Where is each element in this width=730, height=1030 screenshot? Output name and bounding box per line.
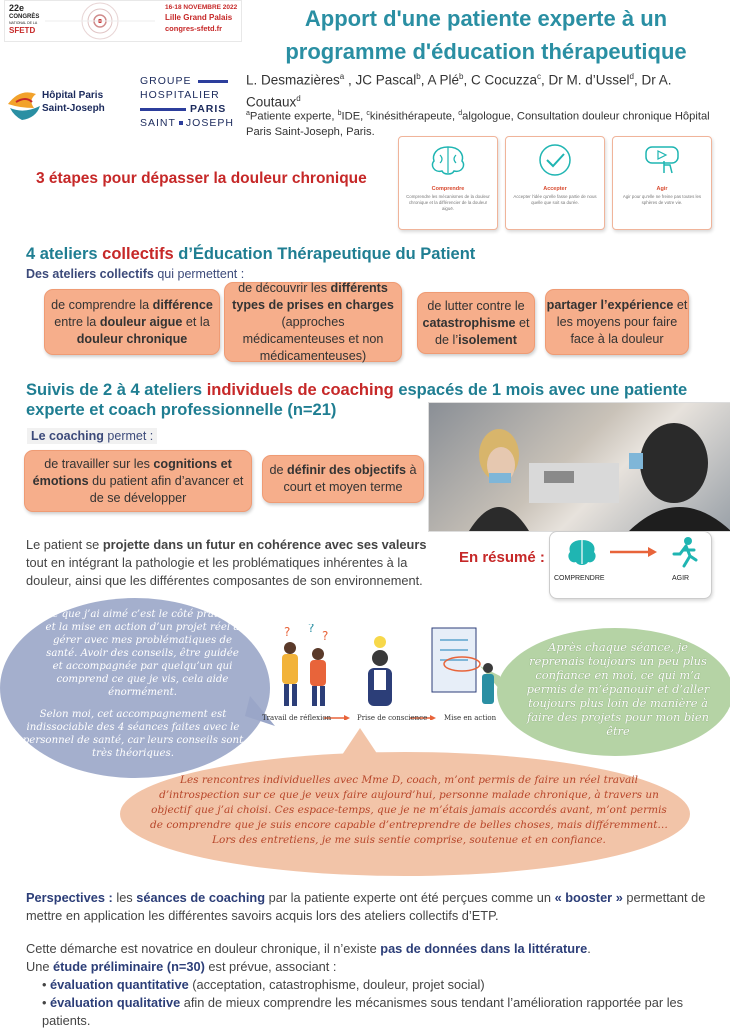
workshop-pill-3 [417, 292, 535, 354]
step-card-comprendre [398, 136, 498, 230]
author-1: L. Desmazières [246, 72, 340, 88]
perspectives-a: Perspectives : [26, 890, 113, 905]
workshops-intro [26, 267, 244, 281]
congress-name-3: SFETD [9, 26, 36, 35]
hand-pointer-icon [640, 143, 684, 177]
novelty-text [26, 940, 716, 958]
study-c: est prévue, associant : [204, 959, 337, 974]
brain-icon [564, 538, 600, 568]
process-step-2: Prise de conscience [357, 714, 428, 722]
summary-left: COMPRENDRE [554, 575, 605, 582]
bullet: • [42, 977, 51, 992]
perspectives-d: par la patiente experte ont été perçues comme un [265, 890, 555, 905]
congress-name-2: NATIONAL DE LA [9, 21, 38, 25]
pill-text: entre la [54, 314, 100, 329]
groupe-row-3 [140, 102, 240, 116]
congress-banner [4, 0, 242, 42]
hospital-logo [6, 86, 121, 126]
author-6-sup: d [296, 93, 301, 103]
pill-text: de travailler sur les [44, 456, 154, 471]
steps-heading: 3 étapes pour dépasser la douleur chronique [36, 170, 367, 187]
pill-text: de lutter contre le [427, 298, 525, 313]
groupe-line-5: JOSEPH [185, 117, 234, 129]
title-line-1: Apport d'une patiente experte à un [304, 6, 668, 31]
pill-text: (approches médicamenteuses et non médicamenteuses) [242, 314, 384, 363]
arrow-right-icon [610, 546, 658, 558]
step-card-text: Accepter l'idée qu'elle fasse partie de nous quelle que soit sa durée. [513, 194, 597, 205]
coaching-heading-2: individuels de coaching [206, 381, 394, 399]
groupe-row-4 [140, 116, 240, 130]
workshops-heading-3: d’Éducation Thérapeutique du Patient [173, 245, 476, 263]
summary-right: AGIR [672, 575, 690, 582]
groupe-dot [179, 121, 183, 125]
study-item-bold: évaluation qualitative [50, 995, 181, 1010]
affil-a-sup: a [246, 110, 250, 117]
affiliations [246, 106, 726, 140]
groupe-hospitalier-logo [140, 74, 240, 130]
testimonial-right: Après chaque séance, je reprenais toujours un peu plus confiance en moi, ce qui m’a permis de m’épanouir et d’aller toujours plus loin de manière à faire des projets pour mon bien être [526, 640, 710, 738]
hospital-emblem-icon [6, 86, 46, 126]
pill-text: du patient afin d’avancer et de se développer [88, 473, 244, 505]
coaching-intro [27, 428, 157, 444]
author-2-sup: b [416, 72, 421, 81]
step-card-title: Accepter [543, 186, 567, 192]
author-3-sup: b [459, 72, 464, 81]
svg-text:?: ? [308, 624, 315, 635]
step-card-text: Comprendre les mécanismes de la douleur chronique et la différencier de la douleur aiguë. [406, 194, 490, 211]
workshops-heading-1: 4 ateliers [26, 245, 103, 263]
authors [246, 68, 726, 111]
step-card-text: Agir pour qu'elle ne freine pas toutes les sphères de votre vie. [622, 194, 702, 205]
study-item-rest: afin de mieux comprendre les mécanismes sous tendant l’amélioration rapportée par les patients. [42, 995, 684, 1028]
pill-bold: différence [152, 297, 213, 312]
projection-a: Le patient se [26, 537, 103, 552]
step-card-agir [612, 136, 712, 230]
affil-d: algologue, Consultation douleur chronique Hôpital Paris Saint-Joseph, Paris. [246, 110, 710, 138]
perspectives-f: permettant de mettre en application les différentes savoirs acquis lors des ateliers collectifs d’ETP. [26, 890, 706, 923]
brain-icon [426, 143, 470, 177]
affil-a: Patiente experte, [249, 110, 338, 123]
coaching-intro-bold: Le coaching [31, 429, 104, 443]
summary-box [549, 531, 712, 599]
author-3: , A Plé [420, 72, 460, 88]
coaching-heading-1: Suivis de 2 à 4 ateliers [26, 381, 207, 399]
pill-text: de découvrir les [238, 280, 331, 295]
author-5-sup: d [629, 72, 634, 81]
novelty-b: pas de données dans la littérature [380, 941, 588, 956]
study-a: Une [26, 959, 54, 974]
perspectives-text [26, 889, 706, 925]
groupe-bar-1 [198, 80, 228, 83]
study-item-bold: évaluation quantitative [50, 977, 189, 992]
pill-bold: définir des objectifs [287, 463, 406, 477]
svg-text:?: ? [322, 629, 329, 643]
affil-b-sup: b [337, 110, 342, 117]
step-card-accepter [505, 136, 605, 230]
groupe-bar-2 [140, 108, 186, 111]
congress-dates: 16-18 NOVEMBRE 2022 [165, 4, 238, 11]
pill-text: à court et moyen terme [283, 463, 417, 494]
pill-text: et les moyens pour faire face à la douleur [556, 297, 688, 346]
pill-bold: catastrophisme [422, 315, 516, 330]
projection-text [26, 536, 446, 590]
testimonial-bottom: Les rencontres individuelles avec Mme D, coach, m’ont permis de faire un réel travail d’introspection sur ce que je veux faire aujourd’hui, personne malade chronique, à travers un objectif que j’ai choisi. Ces espace-temps, que je ne m’étais jamais accordés avant, m’ont permis de comprendre que je suis encore capable d’entreprendre de belles choses, mais différemment… Lors des entretiens, je me suis sentie comprise, soutenue et en confiance. [150, 774, 668, 846]
author-6: , Dr A. Coutaux [246, 72, 672, 109]
affil-b: IDE, [341, 110, 367, 123]
pill-bold: isolement [458, 332, 517, 347]
workshop-pill-2 [224, 282, 402, 362]
groupe-line-3: PARIS [190, 103, 227, 115]
running-person-icon [670, 536, 700, 568]
process-illustration [262, 624, 502, 720]
bullet: • [42, 995, 51, 1010]
title-line-2: programme d'éducation thérapeutique [285, 39, 687, 64]
perspectives-b: les [112, 890, 137, 905]
step-card-title: Comprendre [431, 186, 465, 192]
congress-site: congres-sfetd.fr [165, 24, 223, 33]
groupe-line-4: SAINT [140, 117, 176, 129]
coaching-intro-rest: permet : [103, 429, 154, 443]
pill-text: de comprendre la [51, 297, 153, 312]
workshop-pill-1 [44, 289, 220, 355]
coaching-heading-3: espacés de 1 mois avec une patiente experte et coach professionnelle (n=21) [26, 381, 688, 419]
pill-bold: partager l’expérience [546, 297, 674, 312]
groupe-line-1: GROUPE [140, 75, 192, 87]
pill-text: de [269, 463, 288, 477]
coaching-session-photo [428, 402, 730, 532]
workshops-heading [26, 244, 475, 264]
pill-text: et la [182, 314, 210, 329]
poster-title [246, 2, 726, 68]
testimonial-left-2: Selon moi, cet accompagnement est indissociable des 4 séances faites avec le personnel de santé, car leurs conseils sont très théoriques. [22, 709, 244, 759]
groupe-line-2: HOSPITALIER [140, 89, 220, 101]
congress-venue: Lille Grand Palais [165, 13, 233, 22]
process-step-3: Mise en action [444, 714, 497, 722]
projection-b: projette dans un futur en cohérence avec ses valeurs [102, 537, 427, 552]
perspectives-c: séances de coaching [136, 890, 266, 905]
study-item-1 [42, 976, 722, 994]
target-decoration-icon [45, 1, 155, 41]
perspectives-e: « booster » [554, 890, 623, 905]
workshop-pill-4 [545, 289, 689, 355]
study-item-2 [42, 994, 722, 1030]
congress-edition: 22e [9, 3, 25, 13]
author-4-sup: c [537, 72, 541, 81]
pill-text: et de l’ [435, 315, 530, 347]
process-step-1: Travail de réflexion [262, 714, 332, 722]
pill-bold: cognitions et émotions [32, 456, 232, 488]
novelty-c: . [587, 941, 591, 956]
study-item-rest: (acceptation, catastrophisme, douleur, projet social) [188, 977, 485, 992]
coaching-photo-illustration [429, 403, 730, 531]
affil-d-sup: d [458, 110, 463, 117]
study-b: étude préliminaire (n=30) [53, 959, 205, 974]
coaching-pill-2 [262, 455, 424, 503]
workshops-heading-2: collectifs [102, 245, 174, 263]
hospital-name-2: Saint-Joseph [42, 103, 105, 114]
author-1-sup: a [339, 72, 345, 81]
hospital-name-1: Hôpital Paris [42, 90, 104, 101]
congress-name-1: CONGRÈS [9, 14, 40, 20]
workshops-intro-bold: Des ateliers collectifs [26, 267, 154, 281]
check-circle-icon [533, 143, 577, 177]
pill-bold: douleur aigue [99, 314, 183, 329]
projection-c: tout en intégrant la pathologie et les problématiques inhérentes à la douleur, ainsi que les différentes composantes de son environnement. [26, 555, 423, 588]
author-4: , C Cocuzza [463, 72, 537, 88]
workshops-intro-rest: qui permettent : [153, 267, 245, 281]
pill-bold: différents types de prises en charges [232, 280, 394, 312]
testimonial-left-1: Ce que j’ai aimé c’est le côté pratique et la mise en action d’un projet réel à gérer avec mes problématiques de santé. Avoir des conseils, être guidée et accompagnée par quelqu’un qui comprend ce que je vis, cela aide énormément. [44, 609, 241, 698]
svg-text:?: ? [284, 625, 291, 639]
affil-c-sup: c [366, 110, 370, 117]
groupe-row-1 [140, 74, 240, 88]
step-card-title: Agir [656, 186, 668, 192]
pill-bold: douleur chronique [76, 331, 188, 346]
affil-c: kinésithérapeute, [369, 110, 459, 123]
novelty-a: Cette démarche est novatrice en douleur chronique, il n’existe [26, 941, 381, 956]
author-5: , Dr M. d’Ussel [541, 72, 630, 88]
coaching-pill-1 [24, 450, 252, 512]
study-text [26, 958, 716, 976]
author-2: , JC Pascal [344, 72, 417, 88]
summary-label: En résumé : [459, 549, 545, 566]
